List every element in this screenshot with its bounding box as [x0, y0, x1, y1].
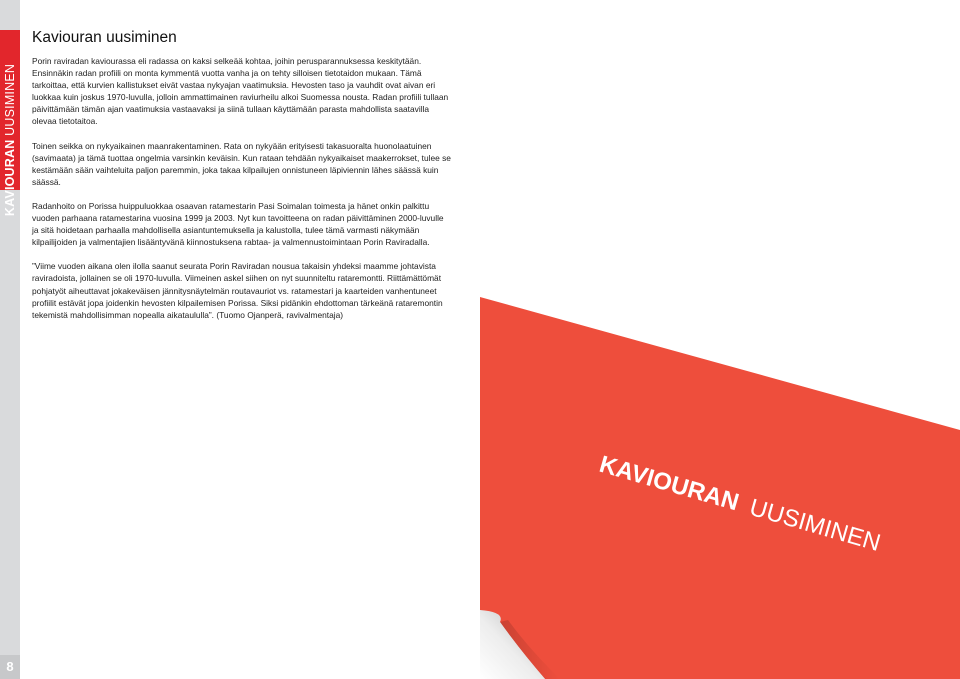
article-paragraph-2: Toinen seikka on nykyaikainen maanrakentaminen. Rata on nykyään erityisesti takasuoralta huonolaatuinen (savimaata) ja tämä tuottaa ongelmia varsinkin keväisin. Kun rataan tehdään nykyaikaiset maakerrokset, tulee se kestämään sään vaihteluita paljon paremmin, joka takaa kilpailujen onnistuneen läpiviennin lähes säässä kuin säässä. — [32, 140, 451, 187]
article-paragraph-3: Radanhoito on Porissa huippuluokkaa osaavan ratamestarin Pasi Soimalan toimesta ja hänet onkin palkittu vuoden parhaana ratamestarina vuosina 1999 ja 2003. Nyt kun tavoitteena on radan päivittäminen 2000-luvulle ja sitä hoidetaan parhaalla mahdollisella asiantuntemuksella ja kalustolla, tulee tämä varmasti näkymään kilpailijoiden ja valmentajien lisääntyvänä kiinnostuksena rabtaa- ja valmennustoimintaan Porin Raviradalla. — [32, 200, 444, 248]
chapter-side-label-bold: KAVIOURAN — [3, 139, 17, 217]
cover-title-bold: KAVIOURAN — [596, 450, 742, 517]
page-number: 8 — [6, 659, 14, 674]
article-title: Kaviouran uusiminen — [32, 29, 177, 46]
cover-title-light: UUSIMINEN — [746, 493, 884, 557]
article-paragraph-4: ”Viime vuoden aikana olen ilolla saanut seurata Porin Raviradan nousua takaisin yhdeksi maamme johtavista raviradoista, jollainen se oli 1970-luvulla. Viimeinen askel siihen on nyt suunniteltu rataremontti. Riittämättömät pohjatyöt aiheuttavat jokakeväisen jännitysnäytelmän routavauriot vs. ratamestari ja kaarteiden vanhentuneet profiilit estävät jopa joidenkin hevosten kilpailemisen Porissa. Siksi pidänkin ehdottoman tärkeänä rataremontin tekemistä mahdollisimman nopealla aikataululla”. (Tuomo Ojanperä, ravivalmentaja) — [32, 261, 443, 320]
chapter-side-label-light: UUSIMINEN — [3, 63, 17, 136]
article-paragraph-1: Porin raviradan kaviourassa eli radassa on kaksi selkeää kohtaa, joihin perusparannuksessa keskitytään. Ensinnäkin radan profiili on monta kymmentä vuotta vanha ja on tehty silloisen tietotaidon mukaan. Tämä tarkoittaa, että kurvien kallistukset eivät vastaa nykyajan vaatimuksia. Hevosten taso ja vauhdit ovat aivan eri luokkaa kuin joskus 1970-luvulla, jolloin ammattimainen raviurheilu alkoi Suomessa nousta. Radan profiili tullaan päivittämään tämän ajan vaatimuksia vastaavaksi ja siinä tullaan käyttämään parasta mahdollista saatavilla olevaa tietotaitoa. — [32, 56, 449, 127]
